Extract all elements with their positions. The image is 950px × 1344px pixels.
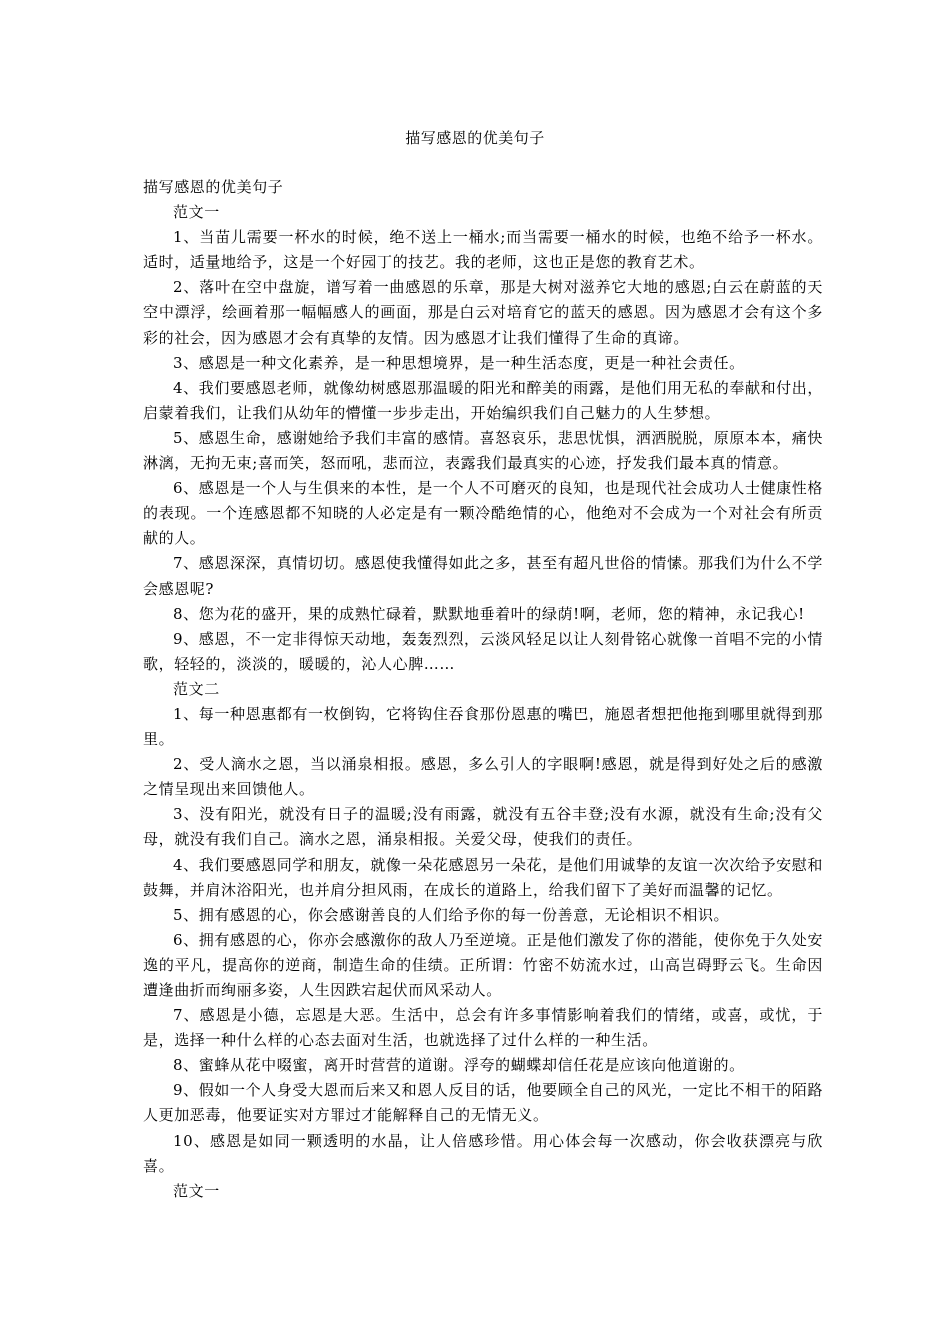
paragraph: 8、您为花的盛开，果的成熟忙碌着，默默地垂着叶的绿荫!啊，老师，您的精神，永记我心! [173,604,805,623]
paragraph: 6、拥有感恩的心，你亦会感激你的敌人乃至逆境。正是他们激发了你的潜能，使你免于久处安逸的平凡，提高你的逆商，制造生命的佳绩。正所谓：竹密不妨流水过，山高岂碍野云飞。生命因遭逢曲折而绚丽多姿，人生因跌宕起伏而风采动人。 [143,930,823,999]
paragraph: 4、我们要感恩同学和朋友，就像一朵花感恩另一朵花，是他们用诚挚的友谊一次次给予安慰和鼓舞，并肩沐浴阳光，也并肩分担风雨，在成长的道路上，给我们留下了美好而温馨的记忆。 [143,855,823,899]
paragraph: 3、没有阳光，就没有日子的温暖;没有雨露，就没有五谷丰登;没有水源，就没有生命;没有父母，就没有我们自己。滴水之恩，涌泉相报。关爱父母，使我们的责任。 [143,805,823,849]
paragraph: 9、感恩，不一定非得惊天动地，轰轰烈烈，云淡风轻足以让人刻骨铭心就像一首唱不完的小情歌，轻轻的，淡淡的，暖暖的，沁人心脾…… [143,629,823,673]
section-label: 范文一 [173,1181,220,1200]
paragraph: 3、感恩是一种文化素养，是一种思想境界，是一种生活态度，更是一种社会责任。 [173,353,745,372]
paragraph: 10、感恩是如同一颗透明的水晶，让人倍感珍惜。用心体会每一次感动，你会收获漂亮与欣喜。 [143,1131,823,1175]
paragraph: 7、感恩深深，真情切切。感恩使我懂得如此之多，甚至有超凡世俗的情愫。那我们为什么不学会感恩呢? [143,554,823,598]
paragraph: 7、感恩是小德，忘恩是大恶。生活中，总会有许多事情影响着我们的情绪，或喜，或忧，于是，选择一种什么样的心态去面对生活，也就选择了过什么样的一种生活。 [143,1006,823,1050]
paragraph: 4、我们要感恩老师，就像幼树感恩那温暖的阳光和醉美的雨露，是他们用无私的奉献和付出，启蒙着我们，让我们从幼年的懵懂一步步走出，开始编织我们自己魅力的人生梦想。 [143,378,823,422]
paragraph: 1、当苗儿需要一杯水的时候，绝不送上一桶水;而当需要一桶水的时候，也绝不给予一杯水。适时，适量地给予，这是一个好园丁的技艺。我的老师，这也正是您的教育艺术。 [143,228,823,272]
paragraph: 2、受人滴水之恩，当以涌泉相报。感恩，多么引人的字眼啊!感恩，就是得到好处之后的感激之情呈现出来回馈他人。 [143,755,823,799]
paragraph: 6、感恩是一个人与生俱来的本性，是一个人不可磨灭的良知，也是现代社会成功人士健康性格的表现。一个连感恩都不知晓的人必定是有一颗冷酷绝情的心，他绝对不会成为一个对社会有所贡献的人。 [143,479,823,548]
section-label: 范文二 [173,679,220,698]
paragraph: 5、拥有感恩的心，你会感谢善良的人们给予你的每一份善意，无论相识不相识。 [173,905,730,924]
document-heading: 描写感恩的优美句子 [143,178,284,196]
paragraph: 9、假如一个人身受大恩而后来又和恩人反目的话，他要顾全自己的风光，一定比不相干的陌路人更加恶毒，他要证实对方罪过才能解释自己的无情无义。 [143,1081,823,1125]
paragraph: 1、每一种恩惠都有一枚倒钩，它将钩住吞食那份恩惠的嘴巴，施恩者想把他拖到哪里就得到那里。 [143,704,823,749]
document-body [143,175,823,1204]
paragraph: 2、落叶在空中盘旋，谱写着一曲感恩的乐章，那是大树对滋养它大地的感恩;白云在蔚蓝的天空中漂浮，绘画着那一幅幅感人的画面，那是白云对培育它的蓝天的感恩。因为感恩才会有这个多彩的社会，因为感恩才会有真挚的友情。因为感恩才让我们懂得了生命的真谛。 [143,278,823,347]
section-label: 范文一 [173,203,220,222]
paragraph: 5、感恩生命，感谢她给予我们丰富的感情。喜怒哀乐，悲思忧惧，洒洒脱脱，原原本本，痛快淋漓，无拘无束;喜而笑，怒而吼，悲而泣，表露我们最真实的心迹，抒发我们最本真的情意。 [143,428,823,473]
paragraph: 8、蜜蜂从花中啜蜜，离开时营营的道谢。浮夸的蝴蝶却信任花是应该向他道谢的。 [173,1056,745,1075]
document-title: 描写感恩的优美句子 [405,129,545,147]
